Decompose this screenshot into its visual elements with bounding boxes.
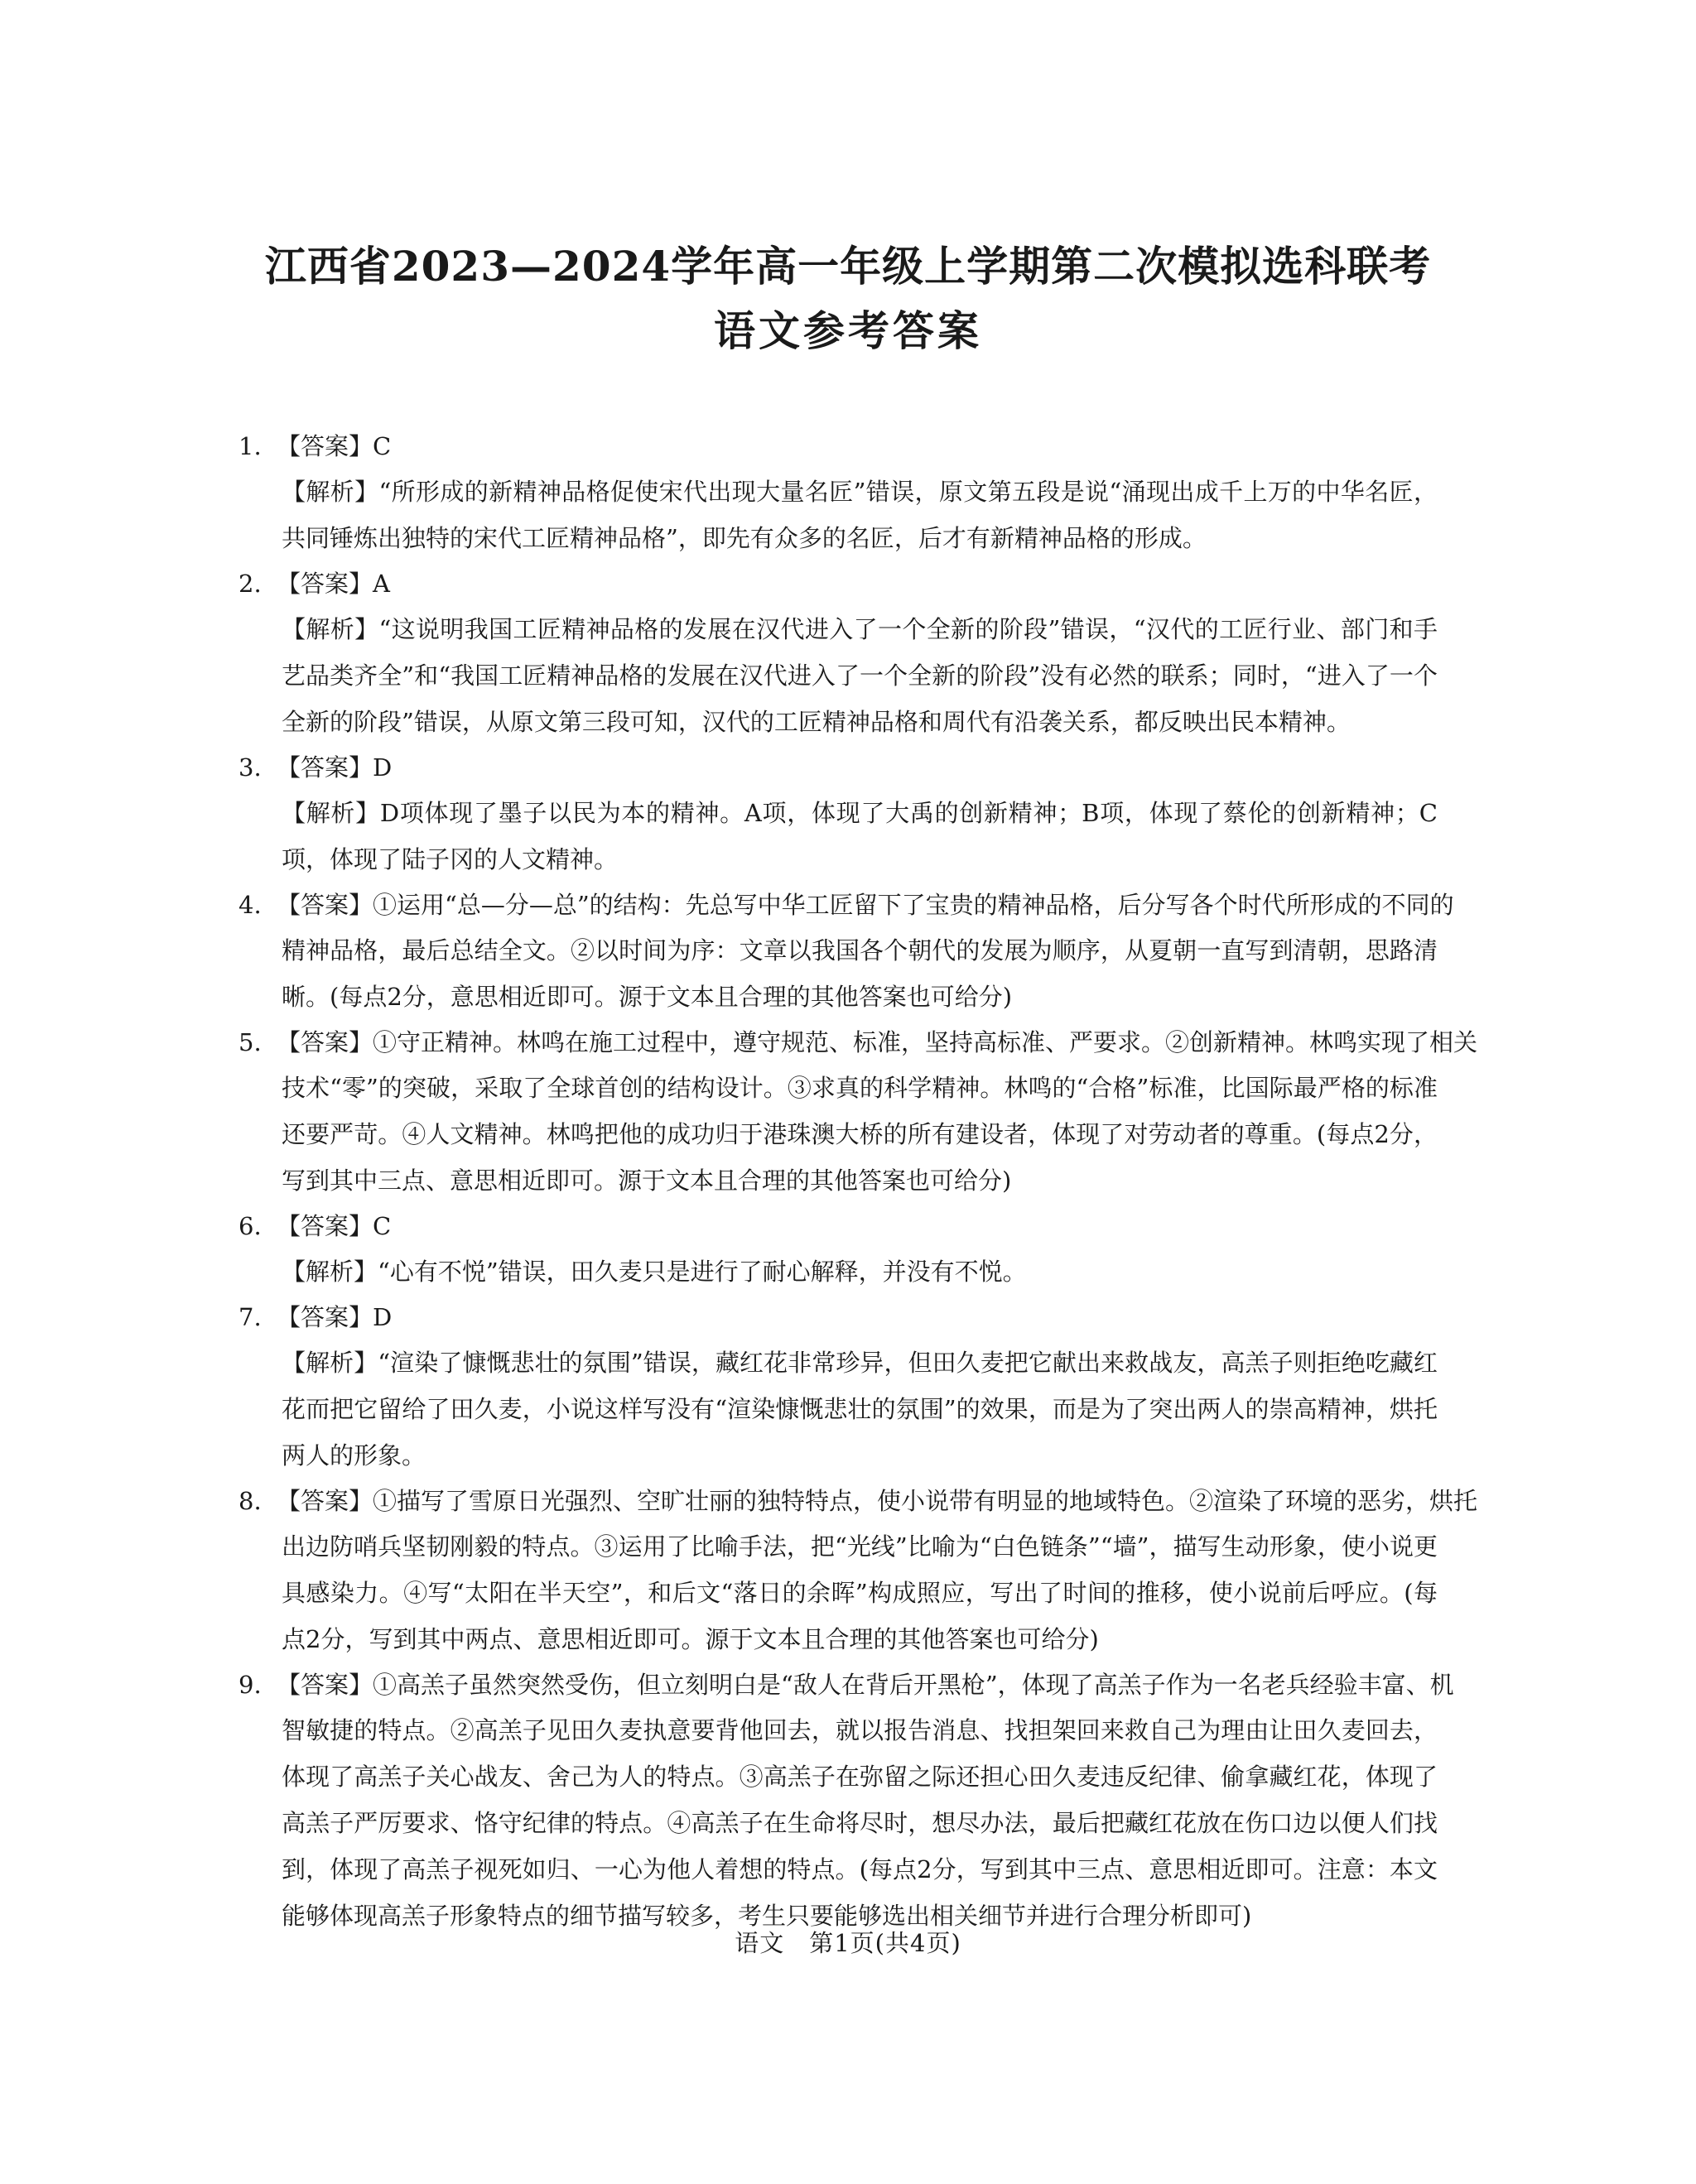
answer-item-3	[238, 745, 1438, 883]
answer-line	[238, 1479, 1478, 1523]
page-subtitle: 语文参考答案	[714, 306, 982, 355]
answer-text: 【答案】①守正精神。林鸣在施工过程中，遵守规范、标准，坚持高标准、严要求。②创新精神。林鸣实现了相关	[277, 1028, 1478, 1056]
answer-item-7	[238, 1295, 1438, 1479]
question-number: 5.	[238, 1028, 262, 1056]
answer-line	[238, 1295, 1438, 1340]
question-number: 7.	[238, 1303, 262, 1331]
answer-text: 【答案】C	[277, 1212, 392, 1240]
answer-item-9	[238, 1662, 1454, 1939]
analysis-text: 技术“零”的突破，采取了全球首创的结构设计。③求真的科学精神。林鸣的“合格”标准，比国际最严格的标准还要严苛。④人文精神。林鸣把他的成功归于港珠澳大桥的所有建设者，体现了对劳动者的尊重。(每点2分，写到其中三点、意思相近即可。源于文本且合理的其他答案也可给分)	[282, 1074, 1438, 1195]
analysis-text: 智敏捷的特点。②高羔子见田久麦执意要背他回去，就以报告消息、找担架回来救自己为理由让田久麦回去，体现了高羔子关心战友、舍己为人的特点。③高羔子在弥留之际还担心田久麦违反纪律、偷拿藏红花，体现了高羔子严厉要求、恪守纪律的特点。④高羔子在生命将尽时，想尽办法，最后把藏红花放在伤口边以便人们找到，体现了高羔子视死如归、一心为他人着想的特点。(每点2分，写到其中三点、意思相近即可。注意：本文能够体现高羔子形象特点的细节描写较多，考生只要能够选出相关细节并进行合理分析即可)	[282, 1716, 1438, 1930]
answer-item-4	[238, 883, 1454, 1020]
question-number: 6.	[238, 1212, 262, 1240]
question-number: 1.	[238, 432, 262, 460]
analysis-text: 【解析】“所形成的新精神品格促使宋代出现大量名匠”错误，原文第五段是说“涌现出成千上万的中华名匠，共同锤炼出独特的宋代工匠精神品格”，即先有众多的名匠，后才有新精神品格的形成。	[282, 478, 1438, 552]
answer-line	[238, 424, 1438, 469]
answer-text: 【答案】C	[277, 432, 392, 460]
answer-text: 【答案】①描写了雪原日光强烈、空旷壮丽的独特特点，使小说带有明显的地域特色。②渲染了环境的恶劣，烘托	[277, 1487, 1478, 1515]
analysis-text: 【解析】“心有不悦”错误，田久麦只是进行了耐心解释，并没有不悦。	[282, 1258, 1027, 1286]
answer-line	[238, 1020, 1478, 1065]
analysis-text: 出边防哨兵坚韧刚毅的特点。③运用了比喻手法，把“光线”比喻为“白色链条”“墙”，描写生动形象，使小说更具感染力。④写“太阳在半天空”，和后文“落日的余晖”构成照应，写出了时间的推移，使小说前后呼应。(每点2分，写到其中两点、意思相近即可。源于文本且合理的其他答案也可给分)	[282, 1532, 1438, 1653]
analysis-text: 【解析】“渲染了慷慨悲壮的氛围”错误，藏红花非常珍异，但田久麦把它献出来救战友，高羔子则拒绝吃藏红花而把它留给了田久麦，小说这样写没有“渲染慷慨悲壮的氛围”的效果，而是为了突出两人的崇高精神，烘托两人的形象。	[282, 1349, 1438, 1470]
question-number: 2.	[238, 570, 262, 598]
answer-item-1	[238, 424, 1438, 561]
question-number: 3.	[238, 753, 262, 782]
answer-text: 【答案】A	[277, 570, 390, 598]
analysis-text: 精神品格，最后总结全文。②以时间为序：文章以我国各个朝代的发展为顺序，从夏朝一直写到清朝，思路清晰。(每点2分，意思相近即可。源于文本且合理的其他答案也可给分)	[282, 936, 1438, 1011]
analysis-text: 【解析】D项体现了墨子以民为本的精神。A项，体现了大禹的创新精神；B项，体现了蔡伦的创新精神；C项，体现了陆子冈的人文精神。	[282, 799, 1438, 873]
answer-line	[238, 883, 1454, 927]
answer-text: 【答案】①运用“总—分—总”的结构：先总写中华工匠留下了宝贵的精神品格，后分写各个时代所形成的不同的	[277, 891, 1454, 919]
page-footer: 语文 第1页(共4页)	[735, 1929, 961, 1957]
answer-line	[238, 745, 1438, 790]
answer-item-6	[238, 1204, 1438, 1295]
question-number: 9.	[238, 1671, 262, 1699]
answer-text: 【答案】D	[277, 1303, 393, 1331]
answer-text: 【答案】D	[277, 753, 393, 782]
analysis-text: 【解析】“这说明我国工匠精神品格的发展在汉代进入了一个全新的阶段”错误，“汉代的工匠行业、部门和手艺品类齐全”和“我国工匠精神品格的发展在汉代进入了一个全新的阶段”没有必然的联系；同时，“进入了一个全新的阶段”错误，从原文第三段可知，汉代的工匠精神品格和周代有沿袭关系，都反映出民本精神。	[282, 615, 1438, 736]
answer-line	[238, 561, 1438, 606]
question-number: 8.	[238, 1487, 262, 1515]
answer-text: 【答案】①高羔子虽然突然受伤，但立刻明白是“敌人在背后开黑枪”，体现了高羔子作为一名老兵经验丰富、机	[277, 1671, 1454, 1699]
answer-line	[238, 1204, 1438, 1248]
answer-item-8	[238, 1479, 1478, 1662]
answer-list	[238, 424, 1478, 1939]
page-title: 江西省2023—2024学年高一年级上学期第二次模拟选科联考	[264, 242, 1432, 291]
answer-item-5	[238, 1020, 1478, 1204]
answer-line	[238, 1662, 1454, 1707]
question-number: 4.	[238, 891, 262, 919]
answer-item-2	[238, 561, 1438, 745]
